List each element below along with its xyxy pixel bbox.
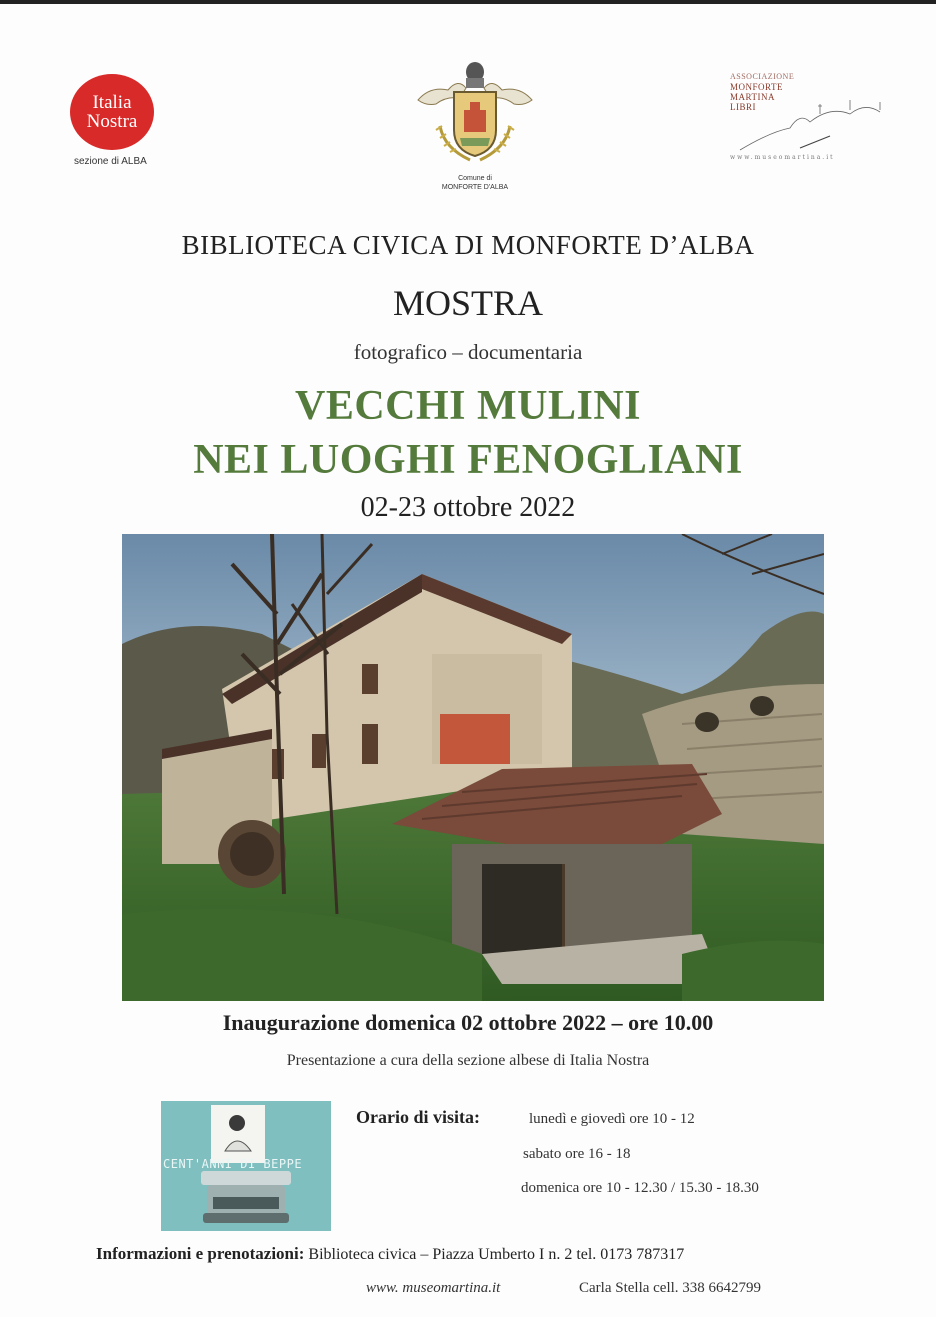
exhibition-dates: 02-23 ottobre 2022 xyxy=(360,492,576,523)
beppe-badge-text: CENT'ANNI DI BEPPE xyxy=(163,1157,303,1171)
website-link[interactable]: www. museomartina.it xyxy=(366,1280,501,1296)
hours-line-1: lunedì e giovedì ore 10 - 12 xyxy=(529,1111,695,1127)
hours-line-2: sabato ore 16 - 18 xyxy=(523,1146,631,1162)
comune-crest-logo xyxy=(410,56,540,192)
info-line xyxy=(96,1244,684,1264)
mill-photo-illustration xyxy=(122,534,824,1001)
info-label: Informazioni e prenotazioni: xyxy=(96,1244,305,1263)
cent-anni-di-beppe-badge xyxy=(161,1101,331,1231)
library-heading: BIBLIOTECA CIVICA DI MONFORTE D’ALBA xyxy=(181,230,755,260)
comune-caption-2: MONFORTE D'ALBA xyxy=(441,184,509,191)
associazione-logo xyxy=(730,72,890,172)
assoc-line3: MARTINA xyxy=(730,92,775,102)
exhibition-title-line2: NEI LUOGHI FENOGLIANI xyxy=(193,437,743,483)
presentation-text: Presentazione a cura della sezione albese di Italia Nostra xyxy=(286,1052,650,1069)
italia-nostra-line1: Italia xyxy=(92,92,132,113)
info-text: Biblioteca civica – Piazza Umberto I n. 2 tel. 0173 787317 xyxy=(304,1246,685,1263)
italia-nostra-badge xyxy=(70,74,154,150)
italia-nostra-line2: Nostra xyxy=(86,111,138,132)
hours-label: Orario di visita: xyxy=(356,1107,480,1127)
assoc-line1: ASSOCIAZIONE xyxy=(730,72,795,81)
assoc-web: www.museomartina.it xyxy=(730,154,835,161)
assoc-line4: LIBRI xyxy=(730,102,756,112)
italia-nostra-section: sezione di ALBA xyxy=(74,156,147,167)
hours-line-3: domenica ore 10 - 12.30 / 15.30 - 18.30 xyxy=(521,1180,759,1196)
comune-caption-1: Comune di xyxy=(458,175,492,182)
village-sketch-icon xyxy=(730,92,890,162)
italia-nostra-logo xyxy=(70,74,160,167)
assoc-line2: MONFORTE xyxy=(730,82,783,92)
exhibition-title-line1: VECCHI MULINI xyxy=(294,383,642,429)
inauguration-text: Inaugurazione domenica 02 ottobre 2022 – ore 10.00 xyxy=(222,1010,714,1035)
old-mill-photo xyxy=(122,534,824,1001)
crest-icon xyxy=(410,56,540,174)
event-type-heading: MOSTRA xyxy=(392,283,544,323)
contact-text: Carla Stella cell. 338 6642799 xyxy=(579,1280,762,1296)
event-subtitle: fotografico – documentaria xyxy=(353,340,583,364)
